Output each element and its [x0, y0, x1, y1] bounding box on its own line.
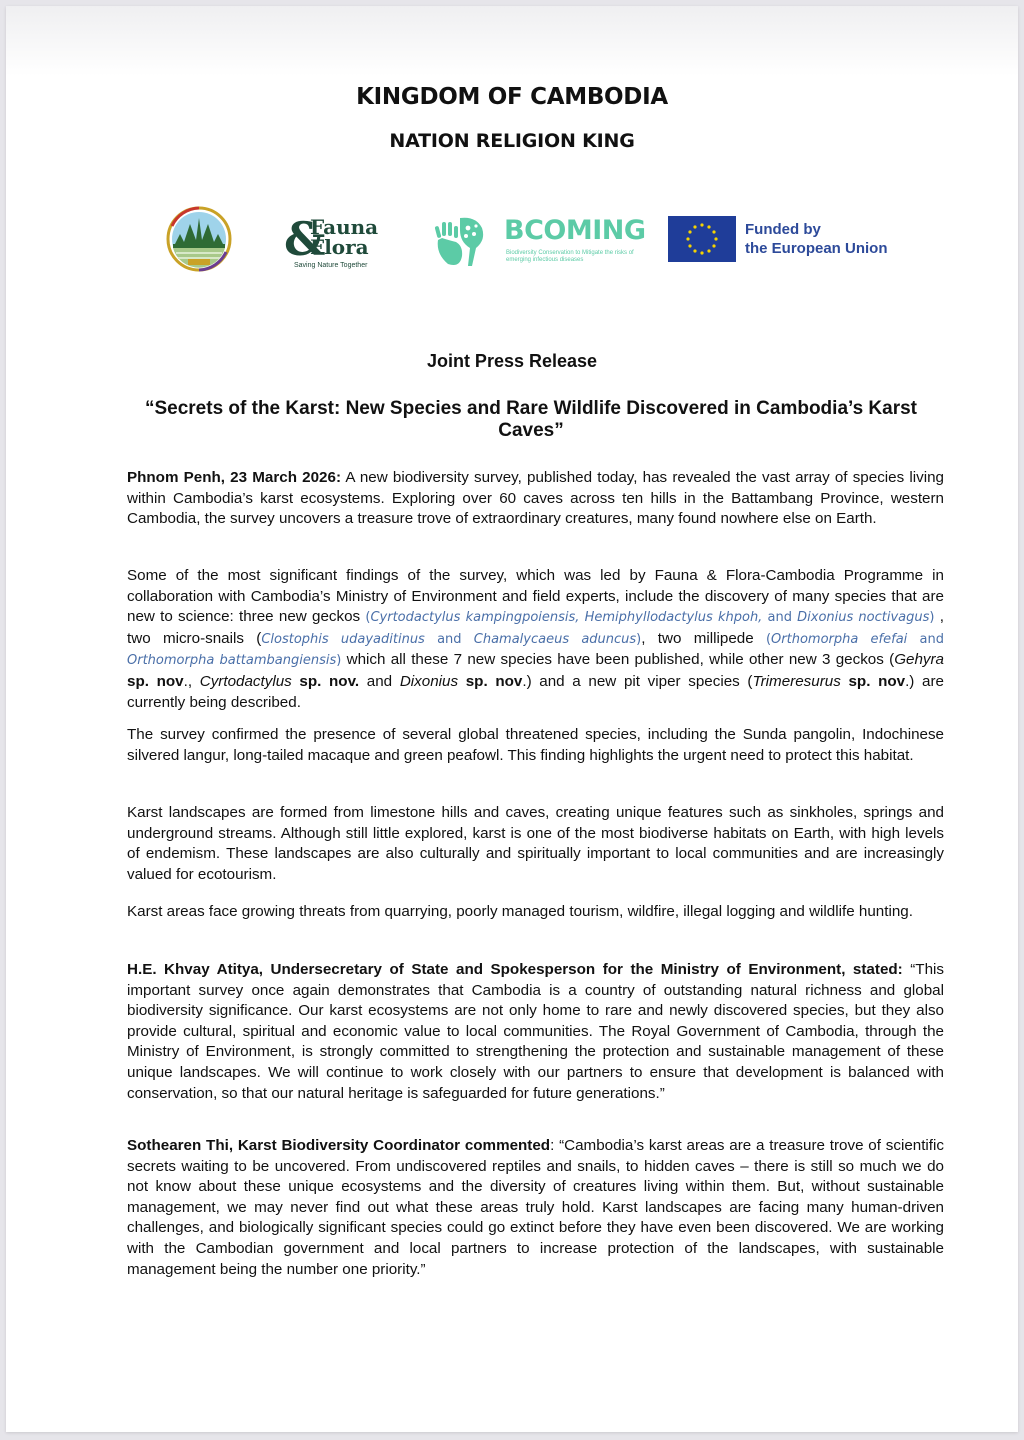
threats-text: Karst areas face growing threats from quarrying, poorly managed tourism, wildfire, illegal logging and wildlife hunting.: [127, 903, 913, 920]
bcoming-name: BCOMING: [504, 215, 646, 246]
snail-species: Chamalycaeus aduncus: [473, 631, 637, 647]
press-release-title: “Secrets of the Karst: New Species and Rare Wildlife Discovered in Cambodia’s Karst Caves”: [144, 398, 918, 441]
eu-funding-logo: [668, 216, 908, 266]
karst-text: Karst landscapes are formed from limestone hills and caves, creating unique features such as sinkholes, springs and underground streams. Although still little explored, karst is one of the most biodiverse habitats on Earth, with high levels of endemism. These landscapes are also culturally and spiritually important to local communities and are increasingly valued for ecotourism.: [127, 804, 944, 883]
ministry-speaker: H.E. Khvay Atitya, Undersecretary of State and Spokesperson for the Ministry of Environment, stated:: [127, 961, 903, 978]
bcoming-subtitle: Biodiversity Conservation to Mitigate the risks of emerging infectious diseases: [506, 250, 634, 263]
findings-text: .,: [183, 672, 200, 690]
conjunction: and: [762, 610, 798, 626]
millipede-species: Orthomorpha efefai: [771, 631, 908, 647]
sp-nov: sp. nov: [840, 672, 906, 690]
ff-tagline: Saving Nature Together: [294, 262, 368, 269]
paren: (: [765, 631, 772, 647]
findings-text: and: [359, 672, 400, 690]
coordinator-speaker: Sothearen Thi, Karst Biodiversity Coordinator commented: [127, 1137, 551, 1154]
paren: ): [929, 610, 935, 626]
genus-name: Trimeresurus: [752, 672, 841, 690]
eu-line1: Funded by: [745, 221, 821, 238]
paragraph-findings: [127, 566, 944, 713]
document-page: [6, 6, 1018, 1432]
genus-name: Dixonius: [399, 672, 459, 690]
millipede-species: Orthomorpha battambangiensis: [127, 653, 337, 669]
fauna-flora-logo: [284, 214, 394, 274]
page-top-shade: [6, 6, 1018, 76]
findings-text: .) and a new pit viper species (: [522, 672, 753, 690]
threatened-text: The survey confirmed the presence of several global threatened species, including the Sunda pangolin, Indochinese silvered langur, long-tailed macaque and green peafowl. This finding highlights the urgent need to protect this habitat.: [127, 726, 944, 764]
eu-funding-text: [745, 220, 888, 258]
sp-nov: sp. nov: [127, 672, 184, 690]
ff-flora-text: Flora: [310, 235, 369, 259]
gecko-species: Dixonius noctivagus: [797, 610, 930, 626]
sp-nov: sp. nov: [458, 672, 523, 690]
paragraph-threatened-species: [127, 725, 944, 766]
paragraph-ministry-quote: [127, 960, 944, 1104]
paren: ): [636, 631, 642, 647]
ministry-quote-text: “This important survey once again demonstrates that Cambodia is a country of outstanding natural richness and global biodiversity significance. Our karst ecosystems are not only home to rare and newly discovered species, but they also provide cultural, spiritual and economic value to local communities. The Royal Government of Cambodia, through the Ministry of Environment, is strongly committed to strengthening the protection and sustainable management of these unique landscapes. We will continue to work closely with our partners to ensure that development is balanced with conservation, so that our natural heritage is safeguarded for future generations.”: [127, 961, 945, 1102]
ff-ampersand: &: [284, 212, 326, 266]
paragraph-intro: [127, 468, 944, 530]
snail-species: Clostophis udayaditinus: [261, 631, 425, 647]
dateline: Phnom Penh, 23 March 2026:: [127, 469, 342, 486]
partner-logos-row: [6, 202, 1018, 282]
paren: ): [336, 653, 342, 669]
coordinator-quote-text: : “Cambodia’s karst areas are a treasure trove of scientific secrets waiting to be uncovered. From undiscovered reptiles and snails, to hidden caves – there is still so much we do not know about these unique ecosystems and the diversity of creatures living within them. But, without sustainable management, we may never find out what these areas truly hold. Karst landscapes are facing many human-driven challenges, and biologically significant species could go extinct before they have even been discovered. We are working with the Cambodian government and local partners to increase protection of the landscapes, with sustainable management being the number one priority.”: [127, 1137, 944, 1278]
findings-text: , two millipede: [641, 629, 766, 647]
gecko-species: Cyrtodactylus kampingpoiensis, Hemiphyllodactylus khpoh,: [370, 610, 763, 626]
genus-name: Gehyra: [894, 651, 944, 669]
conjunction: and: [907, 631, 944, 647]
eu-flag-icon: [668, 216, 736, 262]
eu-line2: the European Union: [745, 240, 888, 257]
press-release-label: Joint Press Release: [426, 351, 598, 371]
findings-text: , two micro-snails: [127, 608, 944, 647]
motto-heading: NATION RELIGION KING: [389, 130, 635, 152]
paragraph-coordinator-quote: [127, 1136, 944, 1280]
ministry-emblem-icon: [166, 206, 232, 272]
conjunction: and: [424, 631, 474, 647]
ministry-emblem-logo: [166, 206, 232, 272]
intro-text: A new biodiversity survey, published today, has revealed the vast array of species living within Cambodia’s karst ecosystems. Exploring over 60 caves across ten hills in the Battambang Province, western Cambodia, the survey uncovers a treasure trove of extraordinary creatures, many found nowhere else on Earth.: [127, 469, 944, 528]
bcoming-logo: [432, 212, 652, 272]
findings-text: .) are currently being described.: [127, 672, 944, 711]
genus-name: Cyrtodactylus: [199, 672, 292, 690]
ff-fauna-text: Fauna: [310, 215, 379, 239]
paragraph-karst-landscapes: [127, 803, 944, 885]
sp-nov: sp. nov.: [291, 672, 360, 690]
handprint-leaf-icon: [432, 214, 488, 268]
findings-text: Some of the most significant findings of the survey, which was led by Fauna & Flora-Cambodia Programme in collaboration with Cambodia’s Ministry of Environment and field experts, include the discovery of many species that are new to science: three new geckos: [127, 567, 944, 626]
kingdom-heading: KINGDOM OF CAMBODIA: [356, 84, 668, 110]
paragraph-threats: [127, 902, 944, 923]
findings-text: which all these 7 new species have been published, while other new 3 geckos (: [341, 651, 895, 669]
paren: (: [365, 610, 371, 626]
paren: (: [256, 629, 262, 647]
